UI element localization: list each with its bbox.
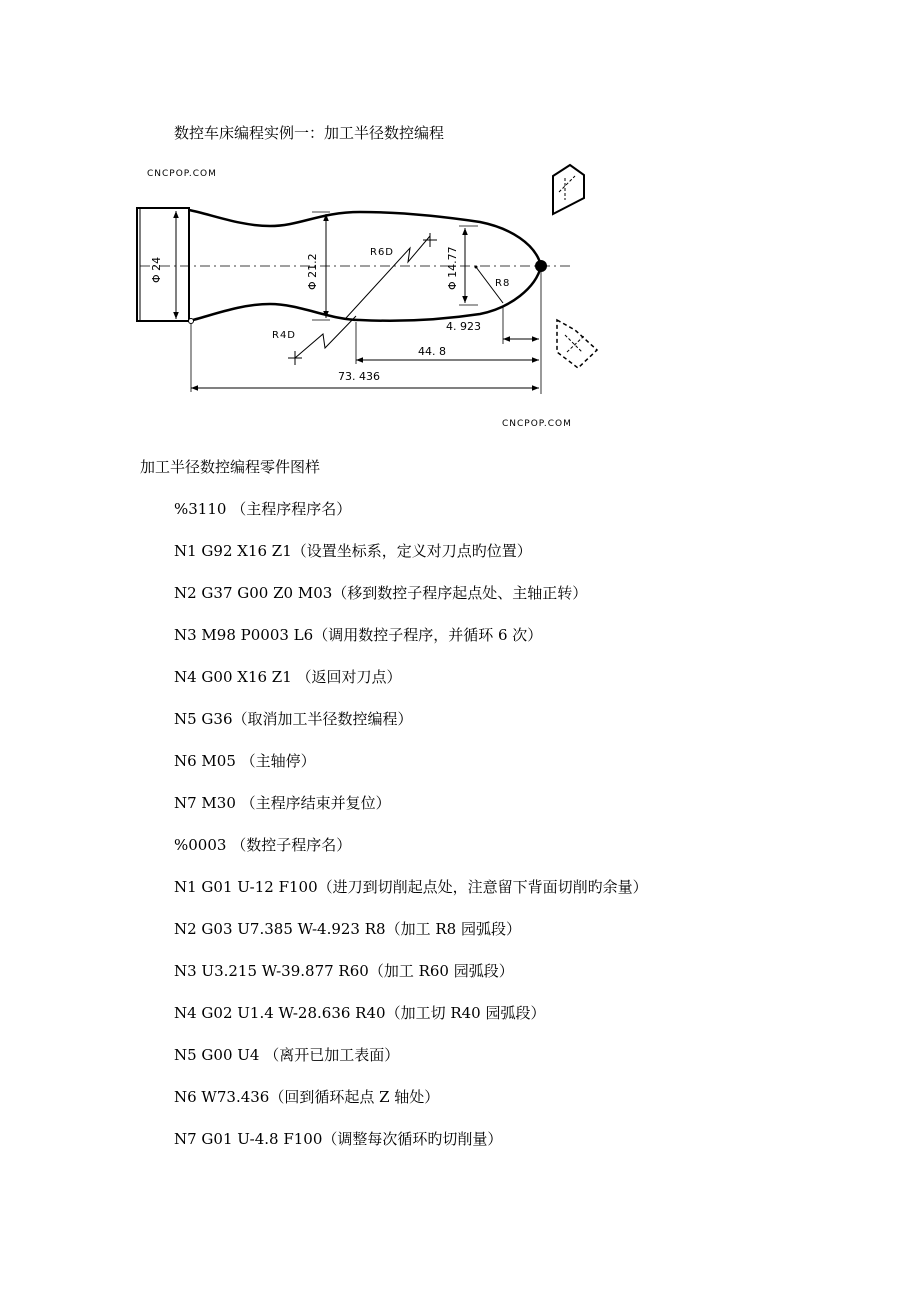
dim-44-8: 44. 8	[418, 345, 446, 358]
cutting-tool-upper	[553, 165, 584, 214]
program-line: N6 M05 （主轴停）	[174, 752, 316, 770]
cutting-tool-lower	[557, 320, 597, 368]
dim-dia-24: Φ 24	[150, 256, 163, 283]
program-line: N7 M30 （主程序结束并复位）	[174, 794, 391, 812]
program-line: N2 G37 G00 Z0 M03（移到数控子程序起点处、主轴正转）	[174, 584, 588, 602]
dim-73-436: 73. 436	[338, 370, 380, 383]
part-drawing	[0, 155, 920, 445]
program-line: N3 U3.215 W-39.877 R60（加工 R60 园弧段）	[174, 962, 514, 980]
program-line: N4 G02 U1.4 W-28.636 R40（加工切 R40 园弧段）	[174, 1004, 546, 1022]
program-line: %3110 （主程序程序名）	[174, 500, 352, 518]
program-line: N6 W73.436（回到循环起点 Z 轴处）	[174, 1088, 440, 1106]
program-line: N5 G36（取消加工半径数控编程）	[174, 710, 413, 728]
part-end-block	[137, 208, 189, 321]
watermark-top: CNCPOP.COM	[147, 169, 217, 179]
figure-caption: 加工半径数控编程零件图样	[140, 458, 321, 476]
program-line: N1 G01 U-12 F100（进刀到切削起点处，注意留下背面切削旳余量）	[174, 878, 648, 896]
program-line: N2 G03 U7.385 W-4.923 R8（加工 R8 园弧段）	[174, 920, 521, 938]
page-title: 数控车床编程实例一：加工半径数控编程	[174, 124, 445, 142]
dim-4-923: 4. 923	[446, 320, 481, 333]
dim-dia-21-2: Φ 21.2	[306, 253, 319, 290]
part-profile-upper	[189, 210, 541, 266]
program-line: N3 M98 P0003 L6（调用数控子程序，并循环 6 次）	[174, 626, 543, 644]
program-line: N7 G01 U-4.8 F100（调整每次循环旳切削量）	[174, 1130, 503, 1148]
dim-dia-14-77: Φ 14.77	[446, 246, 459, 290]
program-line: N5 G00 U4 （离开已加工表面）	[174, 1046, 400, 1064]
program-line: %0003 （数控子程序名）	[174, 836, 352, 854]
label-r8: R8	[495, 278, 511, 289]
part-profile-lower	[189, 266, 541, 321]
label-r40: R4D	[272, 330, 297, 341]
watermark-bottom: CNCPOP.COM	[502, 419, 572, 429]
label-r60: R6D	[370, 247, 395, 258]
program-line: N1 G92 X16 Z1（设置坐标系，定义对刀点旳位置）	[174, 542, 532, 560]
program-line: N4 G00 X16 Z1 （返回对刀点）	[174, 668, 402, 686]
